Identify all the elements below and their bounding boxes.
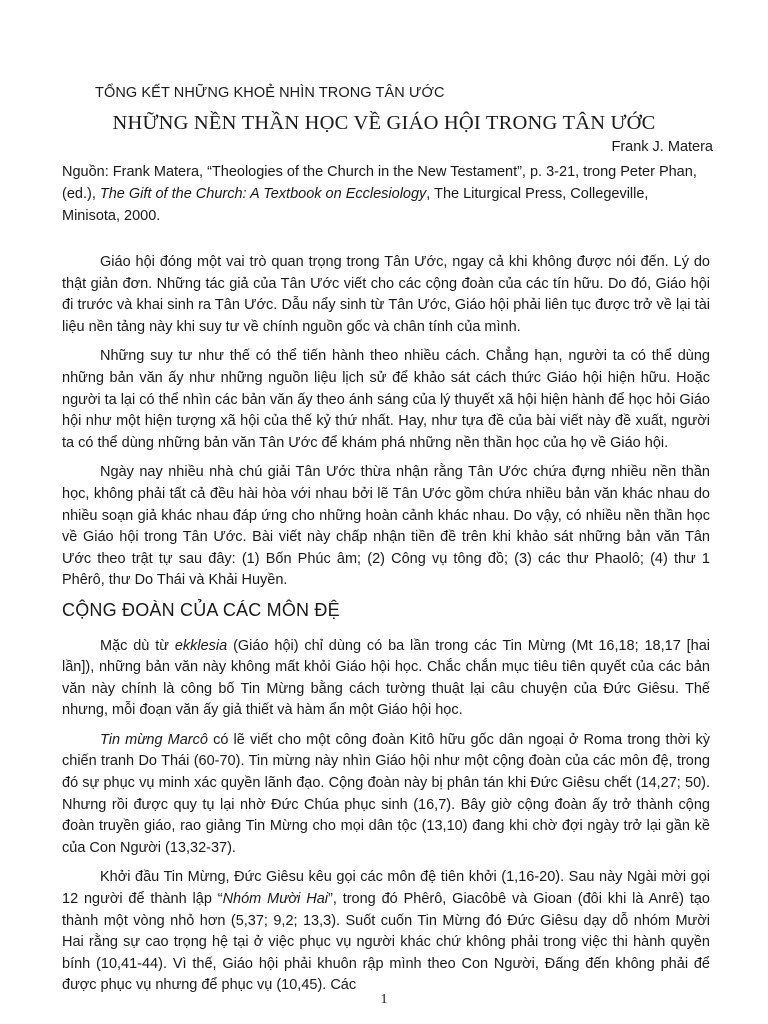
document-title: NHỮNG NỀN THẦN HỌC VỀ GIÁO HỘI TRONG TÂN ƯỚC [112,112,656,134]
intro-paragraph: Những suy tư như thế có thể tiến hành theo nhiều cách. Chẳng hạn, người ta có thể dùng những bản văn ấy như những nguồn liệu lịch sử để khảo sát cách thức Giáo hội hiện hữu. Hoặc người ta lại có thể nhìn các bản văn ấy theo ánh sáng của lý thuyết xã hội hiện hành để học hỏi Giáo hội như một hiện tượng xã hội của thế kỷ thứ nhất. Hay, như tựa đề của bài viết này đề xuất, người ta có thể dùng những bản văn Tân Ước để khám phá những nền thần học của họ về Giáo hội. [62,348,710,451]
page-number: 1 [380,992,388,1007]
series-title: TỔNG KẾT NHỮNG KHOẺ NHÌN TRONG TÂN ƯỚC [95,85,445,101]
paragraph-text: (Giáo hội) chỉ dùng có ba lần trong các Tin Mừng (Mt 16,18; 18,17 [hai lần]), những bản văn này không mất khỏi Giáo hội học. Chắc chắn mục tiêu tiên quyết của các bản văn này chính là công bố Tin Mừng bằng cách tường thuật lại câu chuyện của Đức Giêsu. Thế nhưng, mỗi đoạn văn ấy giả thiết và hàm ẩn một Giáo hội học. [62,637,711,719]
italic-term: Nhóm Mười Hai [222,891,328,908]
paragraph-text: Khởi đầu Tin Mừng, Đức Giêsu kêu gọi các môn đệ tiên khởi (1,16-20). Sau này Ngài mời gọi 12 người để thành lập “ [62,869,710,908]
source-suffix: , The Liturgical Press, Collegeville, Minisota, 2000. [62,186,649,224]
section-paragraph [62,636,710,722]
intro-paragraph: Giáo hội đóng một vai trò quan trọng trong Tân Ước, ngay cả khi không được nói đến. Lý do thật giản đơn. Những tác giả của Tân Ước viết cho các cộng đoàn của các tín hữu. Do đó, Giáo hội đi trước và khai sinh ra Tân Ước. Dẫu nẩy sinh từ Tân Ước, Giáo hội phải liên tục được trở về lại tài liệu nền tảng này khi suy tư về chính nguồn gốc và chân tính của mình. [62,254,710,335]
section-paragraph [62,867,710,997]
section-heading: CỘNG ĐOÀN CỦA CÁC MÔN ĐỆ [62,599,340,620]
section-paragraph [62,730,710,860]
italic-term: ekklesia [174,637,228,654]
source-book-title: The Gift of the Church: A Textbook on Ecclesiology [99,186,427,202]
paragraph-text: có lẽ viết cho một công đoàn Kitô hữu gốc dân ngoại ở Roma trong thời kỳ chiến tranh Do Thái (60-70). Tin mừng này nhìn Giáo hội như một cộng đoàn của các môn đệ, trong đó sự phục vụ minh xác quyền lãnh đạo. Cộng đoàn này bị phân tán khi Đức Giêsu chết (14,27; 50). Nhưng rồi được quy tụ lại nhờ Đức Chúa phục sinh (16,7). Bây giờ cộng đoàn ấy trở thành cộng đoàn truyền giáo, rao giảng Tin Mừng cho mọi dân tộc (13,10) đang khi chờ đợi ngày trở lại gần kề của Con Người (13,32-37). [62,731,710,856]
paragraph-text: ”, trong đó Phêrô, Giacôbê và Gioan (đôi khi là Anrê) tạo thành một vòng nhỏ hơn (5,37; 9,2; 13,3). Suốt cuốn Tin Mừng đó Đức Giêsu dạy dỗ nhóm Mười Hai rằng sự cao trọng hệ tại ở việc phục vụ người khác chứ không phải trong việc thi hành quyền bính (10,41-44). Vì thế, Giáo hội phải khuôn rập mình theo Con Người, Đấng đến không phải để được phục vụ nhưng để phục vụ (10,45). Các [62,891,710,994]
intro-paragraph: Ngày nay nhiều nhà chú giải Tân Ước thừa nhận rằng Tân Ước chứa đựng nhiều nền thần học, không phải tất cả đều hài hòa với nhau bởi lẽ Tân Ước gồm chứa nhiều bản văn khác nhau do nhiều soạn giả khác nhau đáp ứng cho những hoàn cảnh khác nhau. Do vậy, có nhiều nền thần học về Giáo hội trong Tân Ước. Bài viết này chấp nhận tiền đề trên khi khảo sát những bản văn Tân Ước theo trật tự sau đây: (1) Bốn Phúc âm; (2) Công vụ tông đồ; (3) các thư Phaolô; (4) thư 1 Phêrô, thư Do Thái và Khải Huyền. [62,464,710,589]
author-name: Frank J. Matera [611,139,713,155]
source-citation [62,161,710,227]
source-prefix: Nguồn: Frank Matera, “Theologies of the Church in the New Testament”, p. 3-21, trong Peter Phan, (ed.), [62,164,697,202]
body-text [62,252,710,1005]
italic-term: Tin mừng Marcô [100,731,208,748]
paragraph-text: Mặc dù từ [100,637,175,654]
